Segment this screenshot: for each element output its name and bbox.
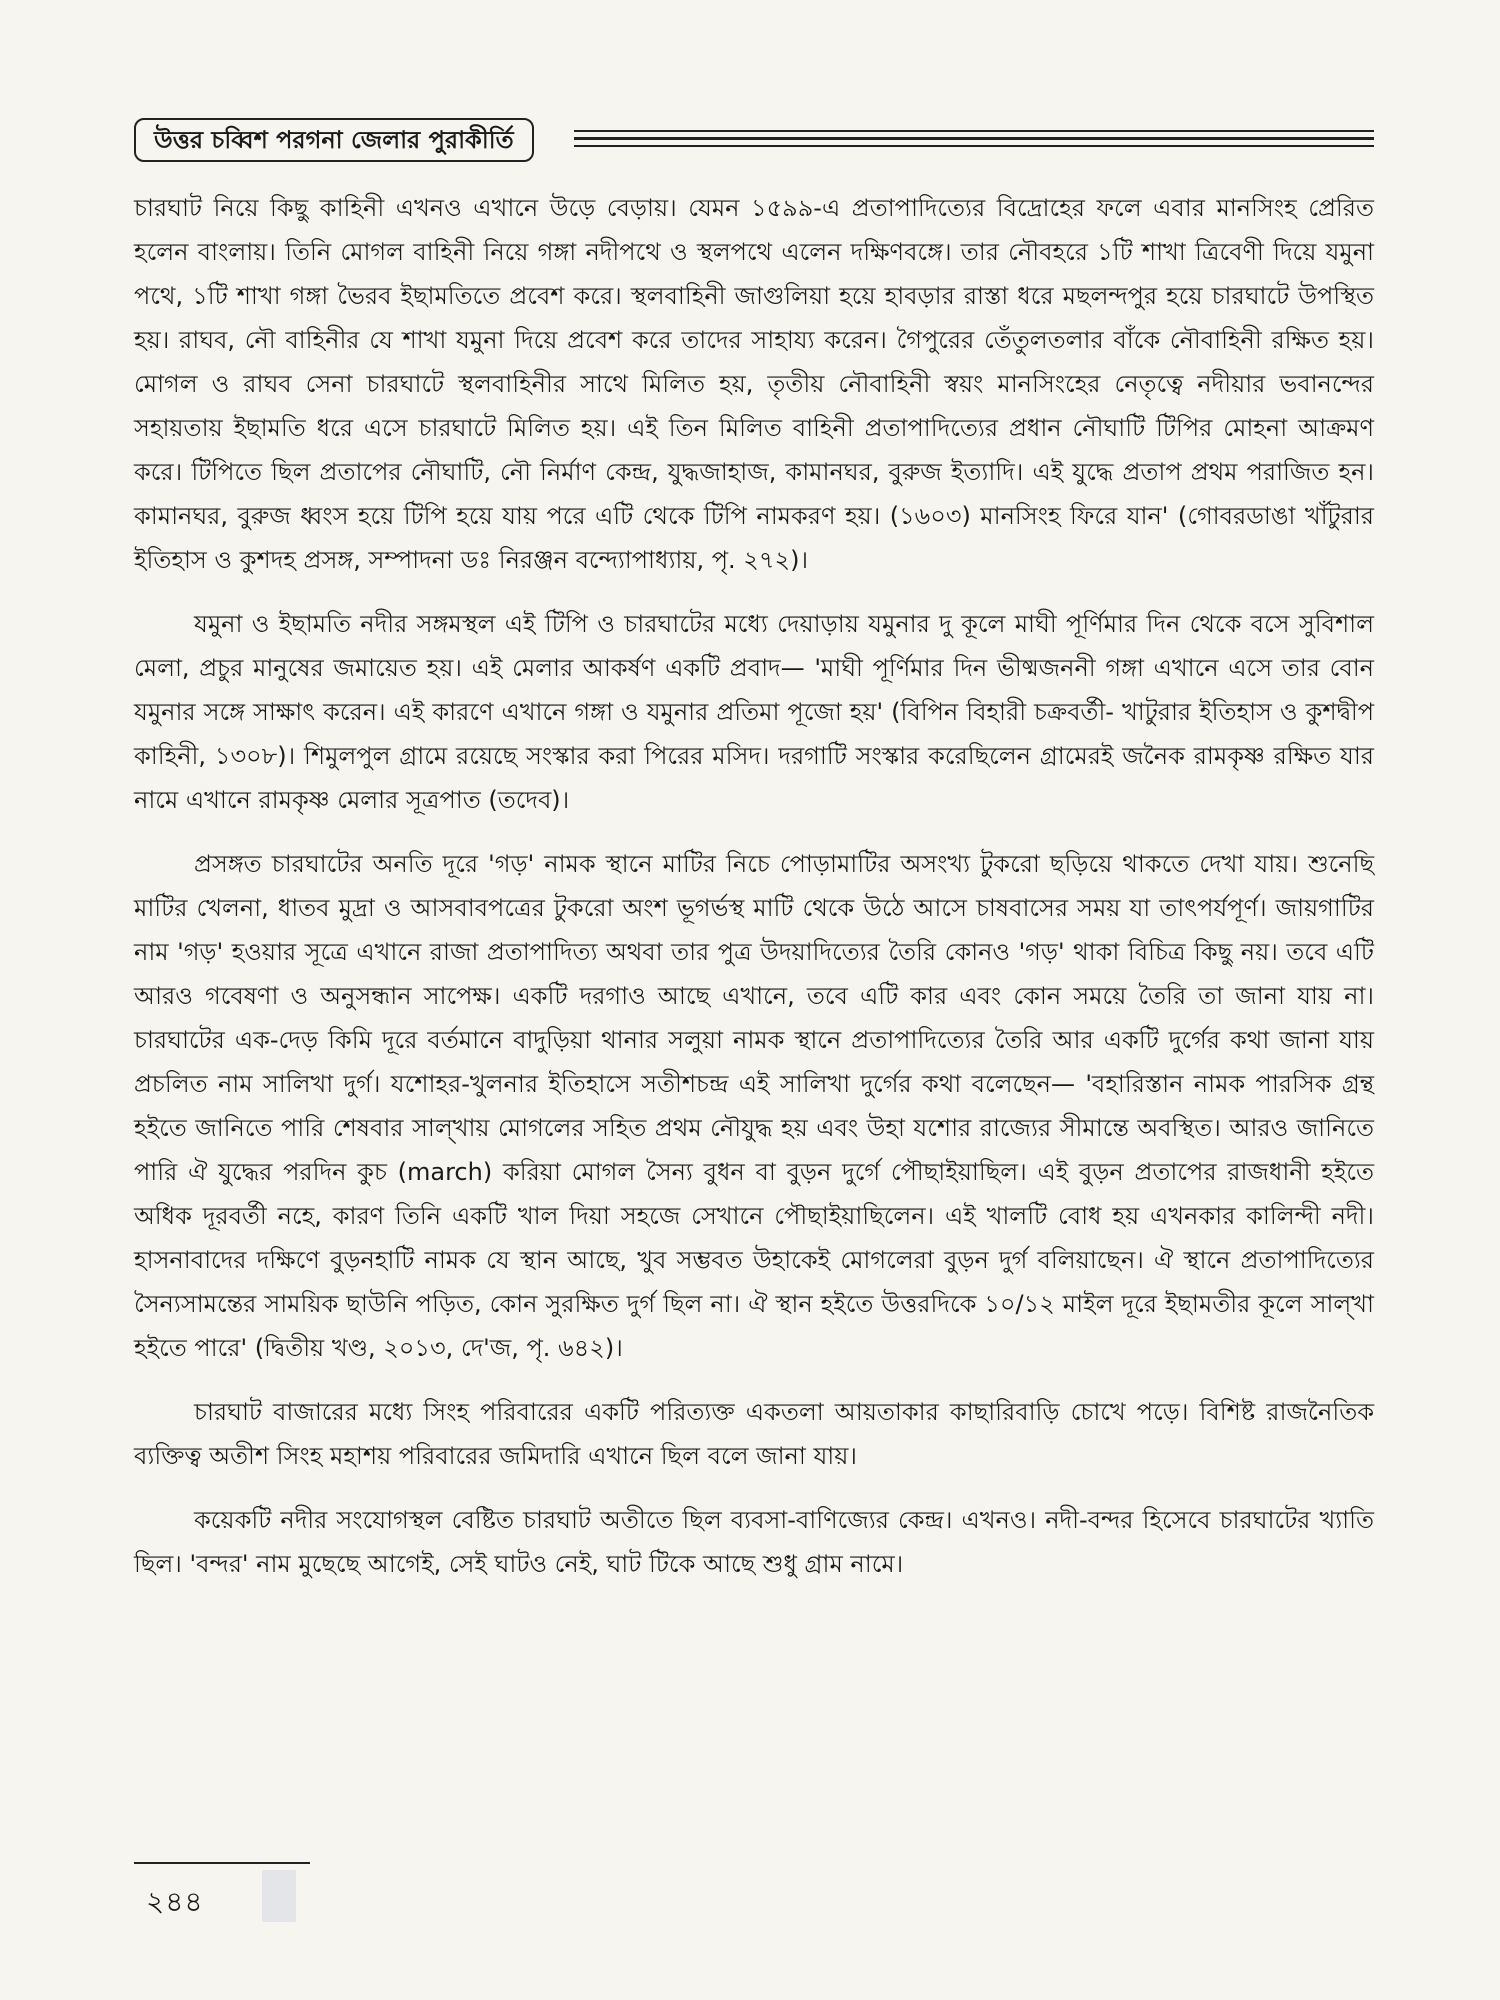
running-header xyxy=(134,118,1374,162)
paragraph-3: প্রসঙ্গত চারঘাটের অনতি দূরে 'গড়' নামক স্থানে মাটির নিচে পোড়ামাটির অসংখ্য টুকরো ছড়িয়ে থাকতে দেখা যায়। শুনেছি মাটির খেলনা, ধাতব মুদ্রা ও আসবাবপত্রের টুকরো অংশ ভূগর্ভস্থ মাটি থেকে উঠে আসে চাষবাসের সময় যা তাৎপর্যপূর্ণ। জায়গাটির নাম 'গড়' হওয়ার সূত্রে এখানে রাজা প্রতাপাদিত্য অথবা তার পুত্র উদয়াদিত্যের তৈরি কোনও 'গড়' থাকা বিচিত্র কিছু নয়। তবে এটি আরও গবেষণা ও অনুসন্ধান সাপেক্ষ। একটি দরগাও আছে এখানে, তবে এটি কার এবং কোন সময়ে তৈরি তা জানা যায় না। চারঘাটের এক-দেড় কিমি দূরে বর্তমানে বাদুড়িয়া থানার সলুয়া নামক স্থানে প্রতাপাদিত্যের তৈরি আর একটি দুর্গের কথা জানা যায় প্রচলিত নাম সালিখা দুর্গ। যশোহর-খুলনার ইতিহাসে সতীশচন্দ্র এই সালিখা দুর্গের কথা বলেছেন— 'বহারিস্তান নামক পারসিক গ্রন্থ হইতে জানিতে পারি শেষবার সাল্খায় মোগলের সহিত প্রথম নৌযুদ্ধ হয় এবং উহা যশোর রাজ্যের সীমান্তে অবস্থিত। আরও জানিতে পারি ঐ যুদ্ধের পরদিন কুচ (march) করিয়া মোগল সৈন্য বুধন বা বুড়ন দুর্গে পৌছাইয়াছিল। এই বুড়ন প্রতাপের রাজধানী হইতে অধিক দূরবর্তী নহে, কারণ তিনি একটি খাল দিয়া সহজে সেখানে পৌছাইয়াছিলেন। এই খালটি বোধ হয় এখনকার কালিন্দী নদী। হাসনাবাদের দক্ষিণে বুড়নহাটি নামক যে স্থান আছে, খুব সম্ভবত উহাকেই মোগলেরা বুড়ন দুর্গ বলিয়াছেন। ঐ স্থানে প্রতাপাদিত্যের সৈন্যসামন্তের সাময়িক ছাউনি পড়িত, কোন সুরক্ষিত দুর্গ ছিল না। ঐ স্থান হইতে উত্তরদিকে ১০/১২ মাইল দূরে ইছামতীর কূলে সাল্খা হইতে পারে' (দ্বিতীয় খণ্ড, ২০১৩, দে'জ, পৃ. ৬৪২)। xyxy=(134,850,1374,1362)
page-number: ২৪৪ xyxy=(146,1885,204,1918)
page-body xyxy=(134,186,1374,1606)
paragraph-1: চারঘাট নিয়ে কিছু কাহিনী এখনও এখানে উড়ে বেড়ায়। যেমন ১৫৯৯-এ প্রতাপাদিত্যের বিদ্রোহের ফলে এবার মানসিংহ প্রেরিত হলেন বাংলায়। তিনি মোগল বাহিনী নিয়ে গঙ্গা নদীপথে ও স্থলপথে এলেন দক্ষিণবঙ্গে। তার নৌবহরে ১টি শাখা ত্রিবেণী দিয়ে যমুনা পথে, ১টি শাখা গঙ্গা ভৈরব ইছামতিতে প্রবেশ করে। স্থলবাহিনী জাগুলিয়া হয়ে হাবড়ার রাস্তা ধরে মছলন্দপুর হয়ে চারঘাটে উপস্থিত হয়। রাঘব, নৌ বাহিনীর যে শাখা যমুনা দিয়ে প্রবেশ করে তাদের সাহায্য করেন। গৈপুরের তেঁতুলতলার বাঁকে নৌবাহিনী রক্ষিত হয়। মোগল ও রাঘব সেনা চারঘাটে স্থলবাহিনীর সাথে মিলিত হয়, তৃতীয় নৌবাহিনী স্বয়ং মানসিংহের নেতৃত্বে নদীয়ার ভবানন্দের সহায়তায় ইছামতি ধরে এসে চারঘাটে মিলিত হয়। এই তিন মিলিত বাহিনী প্রতাপাদিত্যের প্রধান নৌঘাটি টিপির মোহনা আক্রমণ করে। টিপিতে ছিল প্রতাপের নৌঘাটি, নৌ নির্মাণ কেন্দ্র, যুদ্ধজাহাজ, কামানঘর, বুরুজ ইত্যাদি। এই যুদ্ধে প্রতাপ প্রথম পরাজিত হন। কামানঘর, বুরুজ ধ্বংস হয়ে টিপি হয়ে যায় পরে এটি থেকে টিপি নামকরণ হয়। (১৬০৩) মানসিংহ ফিরে যান' (গোবরডাঙা খাঁটুরার ইতিহাস ও কুশদহ প্রসঙ্গ, সম্পাদনা ডঃ নিরঞ্জন বন্দ্যোপাধ্যায়, পৃ. ২৭২)। xyxy=(134,194,1374,574)
paragraph-4: চারঘাট বাজারের মধ্যে সিংহ পরিবারের একটি পরিত্যক্ত একতলা আয়তাকার কাছারিবাড়ি চোখে পড়ে। বিশিষ্ট রাজনৈতিক ব্যক্তিত্ব অতীশ সিংহ মহাশয় পরিবারের জমিদারি এখানে ছিল বলে জানা যায়। xyxy=(134,1398,1374,1470)
footer-rule xyxy=(134,1862,310,1864)
paragraph-2: যমুনা ও ইছামতি নদীর সঙ্গমস্থল এই টিপি ও চারঘাটের মধ্যে দেয়াড়ায় যমুনার দু কূলে মাঘী পূর্ণিমার দিন থেকে বসে সুবিশাল মেলা, প্রচুর মানুষের জমায়েত হয়। এই মেলার আকর্ষণ একটি প্রবাদ— 'মাঘী পূর্ণিমার দিন ভীষ্মজননী গঙ্গা এখানে এসে তার বোন যমুনার সঙ্গে সাক্ষাৎ করেন। এই কারণে এখানে গঙ্গা ও যমুনার প্রতিমা পূজো হয়' (বিপিন বিহারী চক্রবর্তী- খাটুরার ইতিহাস ও কুশদ্বীপ কাহিনী, ১৩০৮)। শিমুলপুল গ্রামে রয়েছে সংস্কার করা পিরের মসিদ। দরগাটি সংস্কার করেছিলেন গ্রামেরই জনৈক রামকৃষ্ণ রক্ষিত যার নামে এখানে রামকৃষ্ণ মেলার সূত্রপাত (তদেব)। xyxy=(134,610,1374,814)
header-rule xyxy=(574,137,1374,140)
paragraph-5: কয়েকটি নদীর সংযোগস্থল বেষ্টিত চারঘাট অতীতে ছিল ব্যবসা-বাণিজ্যের কেন্দ্র। এখনও। নদী-বন্দর হিসেবে চারঘাটের খ্যাতি ছিল। 'বন্দর' নাম মুছেছে আগেই, সেই ঘাটও নেই, ঘাট টিকে আছে শুধু গ্রাম নামে। xyxy=(134,1506,1374,1578)
header-rule xyxy=(574,130,1374,132)
binding-mark xyxy=(262,1870,296,1922)
header-rule xyxy=(574,145,1374,147)
header-title: উত্তর চব্বিশ পরগনা জেলার পুরাকীর্তি xyxy=(134,118,534,162)
